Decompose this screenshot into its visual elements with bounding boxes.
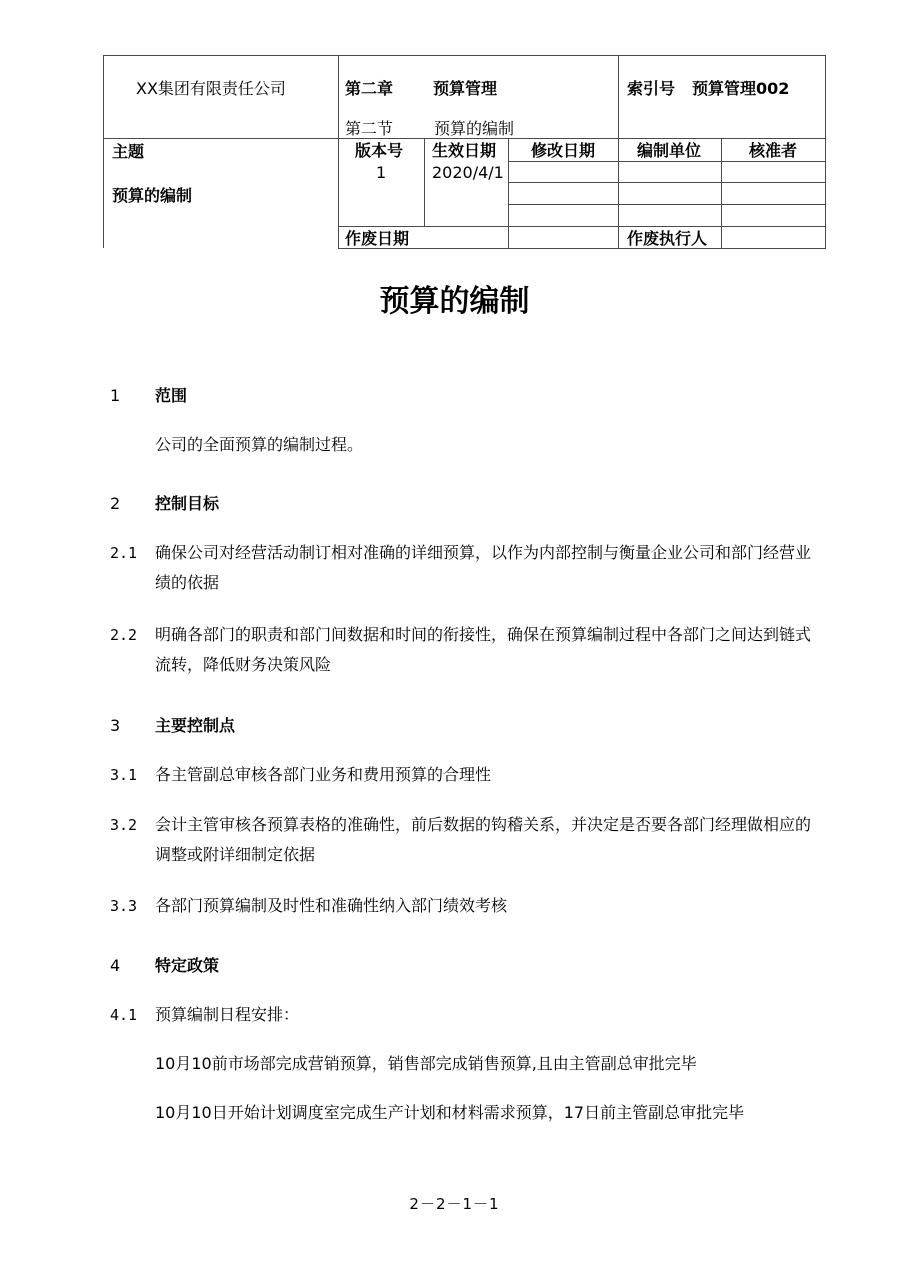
void-executor-label: 作废执行人 (627, 229, 708, 248)
subject-value: 预算的编制 (112, 186, 193, 205)
item-4-1-text: 预算编制日程安排： (155, 1005, 300, 1024)
item-2-2-text: 明确各部门的职责和部门间数据和时间的衔接性，确保在预算编制过程中各部门之间达到链式流转，降低财务决策风险 (155, 625, 812, 674)
item-3-3-number: 3.3 (110, 897, 138, 915)
item-2-2-number: 2.2 (110, 626, 138, 644)
item-3-2-text: 会计主管审核各预算表格的准确性，前后数据的钩稽关系，并决定是否要各部门经理做相应的调整或附详细制定依据 (155, 815, 812, 864)
section-3-title: 主要控制点 (155, 716, 236, 735)
version-value: 1 (376, 163, 387, 182)
item-2-1-text: 确保公司对经营活动制订相对准确的详细预算，以作为内部控制与衡量企业公司和部门经营业绩的依据 (155, 543, 812, 592)
subject-label: 主题 (112, 142, 145, 161)
index-label: 索引号 (627, 79, 676, 98)
section-1-body: 公司的全面预算的编制过程。 (155, 435, 364, 454)
company-name: XX集团有限责任公司 (136, 79, 286, 98)
approver-label: 核准者 (749, 141, 798, 160)
index-value: 预算管理002 (692, 79, 790, 98)
section-4-paragraph-2: 10月10日开始计划调度室完成生产计划和材料需求预算，17日前主管副总审批完毕 (155, 1103, 745, 1122)
item-3-3-text: 各部门预算编制及时性和准确性纳入部门绩效考核 (155, 896, 508, 915)
document-header-table (0, 0, 909, 260)
section-4-paragraph-1: 10月10前市场部完成营销预算，销售部完成销售预算,且由主管副总审批完毕 (155, 1054, 697, 1073)
section-2-title: 控制目标 (155, 494, 220, 513)
page-number: 2－2－1－1 (409, 1195, 500, 1213)
section-2-number: 2 (110, 494, 121, 513)
section-1-title: 范围 (155, 386, 188, 405)
section-4-number: 4 (110, 956, 121, 975)
chapter-label: 第二章 (345, 79, 394, 98)
section-label: 第二节 (345, 119, 394, 138)
item-3-1-number: 3.1 (110, 766, 138, 784)
section-1-number: 1 (110, 386, 121, 405)
section-title: 预算的编制 (434, 119, 515, 138)
compiling-unit-label: 编制单位 (637, 141, 702, 160)
chapter-title: 预算管理 (433, 79, 498, 98)
section-3-number: 3 (110, 716, 121, 735)
item-2-1-number: 2.1 (110, 544, 138, 562)
item-4-1-number: 4.1 (110, 1006, 138, 1024)
effective-date-label: 生效日期 (432, 141, 497, 160)
item-3-1-text: 各主管副总审核各部门业务和费用预算的合理性 (155, 765, 492, 784)
void-date-label: 作废日期 (345, 229, 410, 248)
section-4-title: 特定政策 (155, 956, 220, 975)
version-label: 版本号 (355, 141, 404, 160)
document-title: 预算的编制 (379, 284, 530, 319)
effective-date-value: 2020/4/1 (432, 163, 504, 182)
item-3-2-number: 3.2 (110, 816, 138, 834)
modified-date-label: 修改日期 (531, 141, 596, 160)
